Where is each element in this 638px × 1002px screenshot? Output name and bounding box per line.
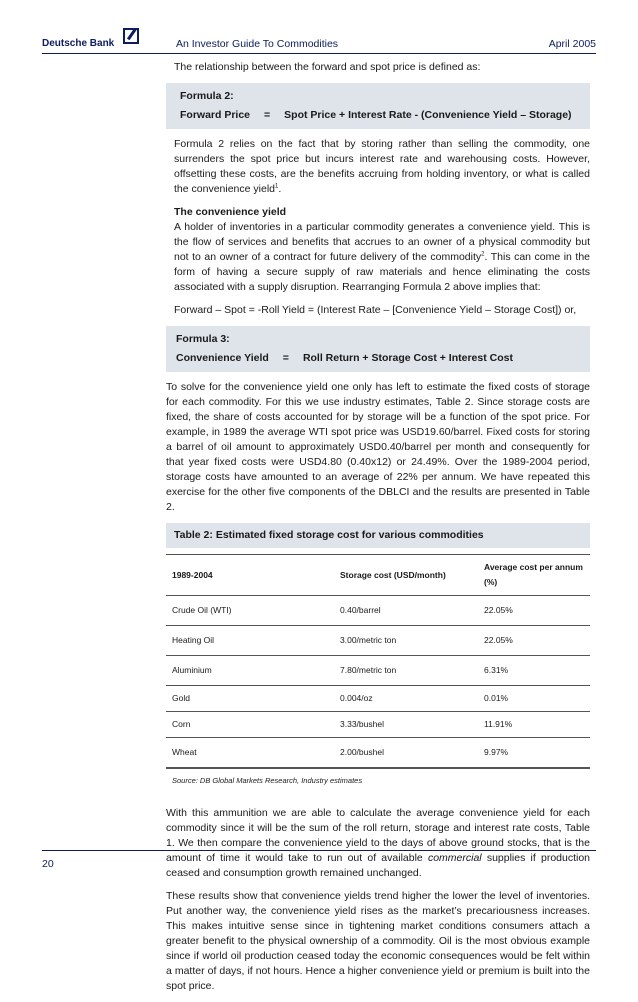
formula-3-rhs: Roll Return + Storage Cost + Interest Cost bbox=[302, 352, 513, 364]
paragraph-5-text-a: With this ammunition we are able to calculate the average convenience yield for each commodity since it will be the sum of the roll return, storage and interest rate costs, Table 1. We then compare the convenience yield to the days of above ground stocks, that is the amount of time it would take to run out of available bbox=[166, 807, 590, 864]
cell-annual-cost: 22.05% bbox=[480, 596, 590, 626]
cell-commodity: Wheat bbox=[166, 738, 336, 768]
storage-cost-table bbox=[166, 554, 590, 768]
formula-3-eq: = bbox=[282, 352, 289, 364]
deutsche-bank-logo-icon bbox=[123, 28, 139, 44]
cell-annual-cost: 11.91% bbox=[480, 712, 590, 738]
formula-3-title: Formula 3: bbox=[176, 333, 230, 345]
paragraph-2-text: A holder of inventories in a particular commodity generates a convenience yield. This is the flow of services and benefits that accrues to an owner of a physical commodity but not to an owner of a contract for future delivery of the commodity bbox=[174, 221, 590, 263]
cell-storage-cost: 0.004/oz bbox=[336, 686, 480, 712]
paragraph-5-emphasis: commercial bbox=[427, 852, 482, 864]
cell-commodity: Gold bbox=[166, 686, 336, 712]
table-row bbox=[166, 738, 590, 768]
table-source-note: Source: DB Global Markets Research, Industry estimates bbox=[166, 768, 590, 792]
cell-commodity: Heating Oil bbox=[166, 626, 336, 656]
main-content bbox=[166, 60, 590, 1002]
table-2-title: Table 2: Estimated fixed storage cost for various commodities bbox=[166, 523, 590, 548]
formula-3-lhs: Convenience Yield bbox=[176, 352, 269, 364]
page-number: 20 bbox=[42, 858, 54, 870]
cell-storage-cost: 3.33/bushel bbox=[336, 712, 480, 738]
paragraph-6: These results show that convenience yields trend higher the lower the level of inventories. Put another way, the convenience yield rises as the market’s precariousness increases. This makes intuitive sense since in tightening market conditions consumers attach a greater benefit to the physical ownership of a commodity. Oil is the most obvious example since if world oil production ceased today the economic consequences would be felt within a matter of days, if not hours. Hence a higher convenience yield or premium is built into the spot price. bbox=[166, 890, 590, 992]
col-header-storage-cost: Storage cost (USD/month) bbox=[336, 555, 480, 596]
cell-commodity: Crude Oil (WTI) bbox=[166, 596, 336, 626]
footnote-ref-2: 2 bbox=[481, 251, 485, 258]
document-date: April 2005 bbox=[548, 38, 596, 50]
intro-text: The relationship between the forward and spot price is defined as: bbox=[174, 61, 481, 73]
formula-2-lhs: Forward Price bbox=[180, 109, 251, 121]
cell-annual-cost: 9.97% bbox=[480, 738, 590, 768]
cell-storage-cost: 7.80/metric ton bbox=[336, 656, 480, 686]
table-row bbox=[166, 596, 590, 626]
footer-rule bbox=[42, 850, 596, 851]
formula-3-box bbox=[166, 326, 590, 372]
paragraph-1 bbox=[166, 137, 590, 197]
paragraph-5-text-b: supplies if production ceased and consumption growth remained unchanged. bbox=[166, 852, 591, 879]
page-header bbox=[42, 0, 596, 48]
cell-storage-cost: 3.00/metric ton bbox=[336, 626, 480, 656]
formula-2-eq: = bbox=[264, 109, 271, 121]
paragraph-3: Forward – Spot = -Roll Yield = (Interest Rate – [Convenience Yield – Storage Cost]) or, bbox=[174, 304, 577, 316]
header-rule bbox=[42, 53, 596, 54]
cell-annual-cost: 22.05% bbox=[480, 626, 590, 656]
col-header-period: 1989-2004 bbox=[166, 555, 336, 596]
col-header-annual-cost: Average cost per annum (%) bbox=[480, 555, 590, 596]
cell-storage-cost: 0.40/barrel bbox=[336, 596, 480, 626]
cell-commodity: Aluminium bbox=[166, 656, 336, 686]
paragraph-1-text: Formula 2 relies on the fact that by storing rather than selling the commodity, one surrenders the spot price but incurs interest rate and warehousing costs. However, offsetting these costs, are the benefits accruing from holding inventory, or what is called the convenience yield bbox=[174, 138, 590, 195]
table-row bbox=[166, 686, 590, 712]
table-row bbox=[166, 656, 590, 686]
paragraph-2-end: . This can come in the form of having a secure supply of raw materials and hence eliminating the costs associated with a supply disruption. Rearranging Formula 2 above implies that: bbox=[174, 251, 591, 293]
formula-2-rhs: Spot Price + Interest Rate - (Convenience Yield – Storage) bbox=[284, 109, 572, 121]
paragraph-1-end: . bbox=[278, 183, 282, 195]
cell-commodity: Corn bbox=[166, 712, 336, 738]
brand-name: Deutsche Bank bbox=[42, 38, 115, 49]
formula-2-box bbox=[166, 83, 590, 129]
paragraph-5 bbox=[166, 806, 590, 881]
table-header-row bbox=[166, 555, 590, 596]
cell-storage-cost: 2.00/bushel bbox=[336, 738, 480, 768]
formula-2-body bbox=[180, 108, 580, 123]
cell-annual-cost: 0.01% bbox=[480, 686, 590, 712]
footnote-ref-1: 1 bbox=[275, 183, 279, 190]
paragraph-4: To solve for the convenience yield one only has left to estimate the fixed costs of storage for each commodity. For this we use industry estimates, Table 2. Since storage costs are fixed, the share of costs accounted for by storage will be a function of the spot price. For example, in 1989 the average WTI spot price was USD19.60/barrel. Fixed costs for storing a barrel of oil amount to approximately USD0.40/barrel per month and consequently for that year fixed costs were USD4.80 (0.40x12) or 24.49%. Over the 1989-2004 period, storage costs have amounted to an average of 22% per annum. We have repeated this exercise for the other five components of the DBLCI and the results are presented in Table 2. bbox=[166, 381, 590, 513]
document-title: An Investor Guide To Commodities bbox=[176, 38, 339, 50]
cell-annual-cost: 6.31% bbox=[480, 656, 590, 686]
table-row bbox=[166, 626, 590, 656]
formula-2-title: Formula 2: bbox=[180, 90, 234, 102]
formula-3-body bbox=[176, 351, 580, 366]
table-row bbox=[166, 712, 590, 738]
paragraph-2 bbox=[166, 220, 590, 295]
convenience-yield-heading: The convenience yield bbox=[174, 206, 287, 218]
